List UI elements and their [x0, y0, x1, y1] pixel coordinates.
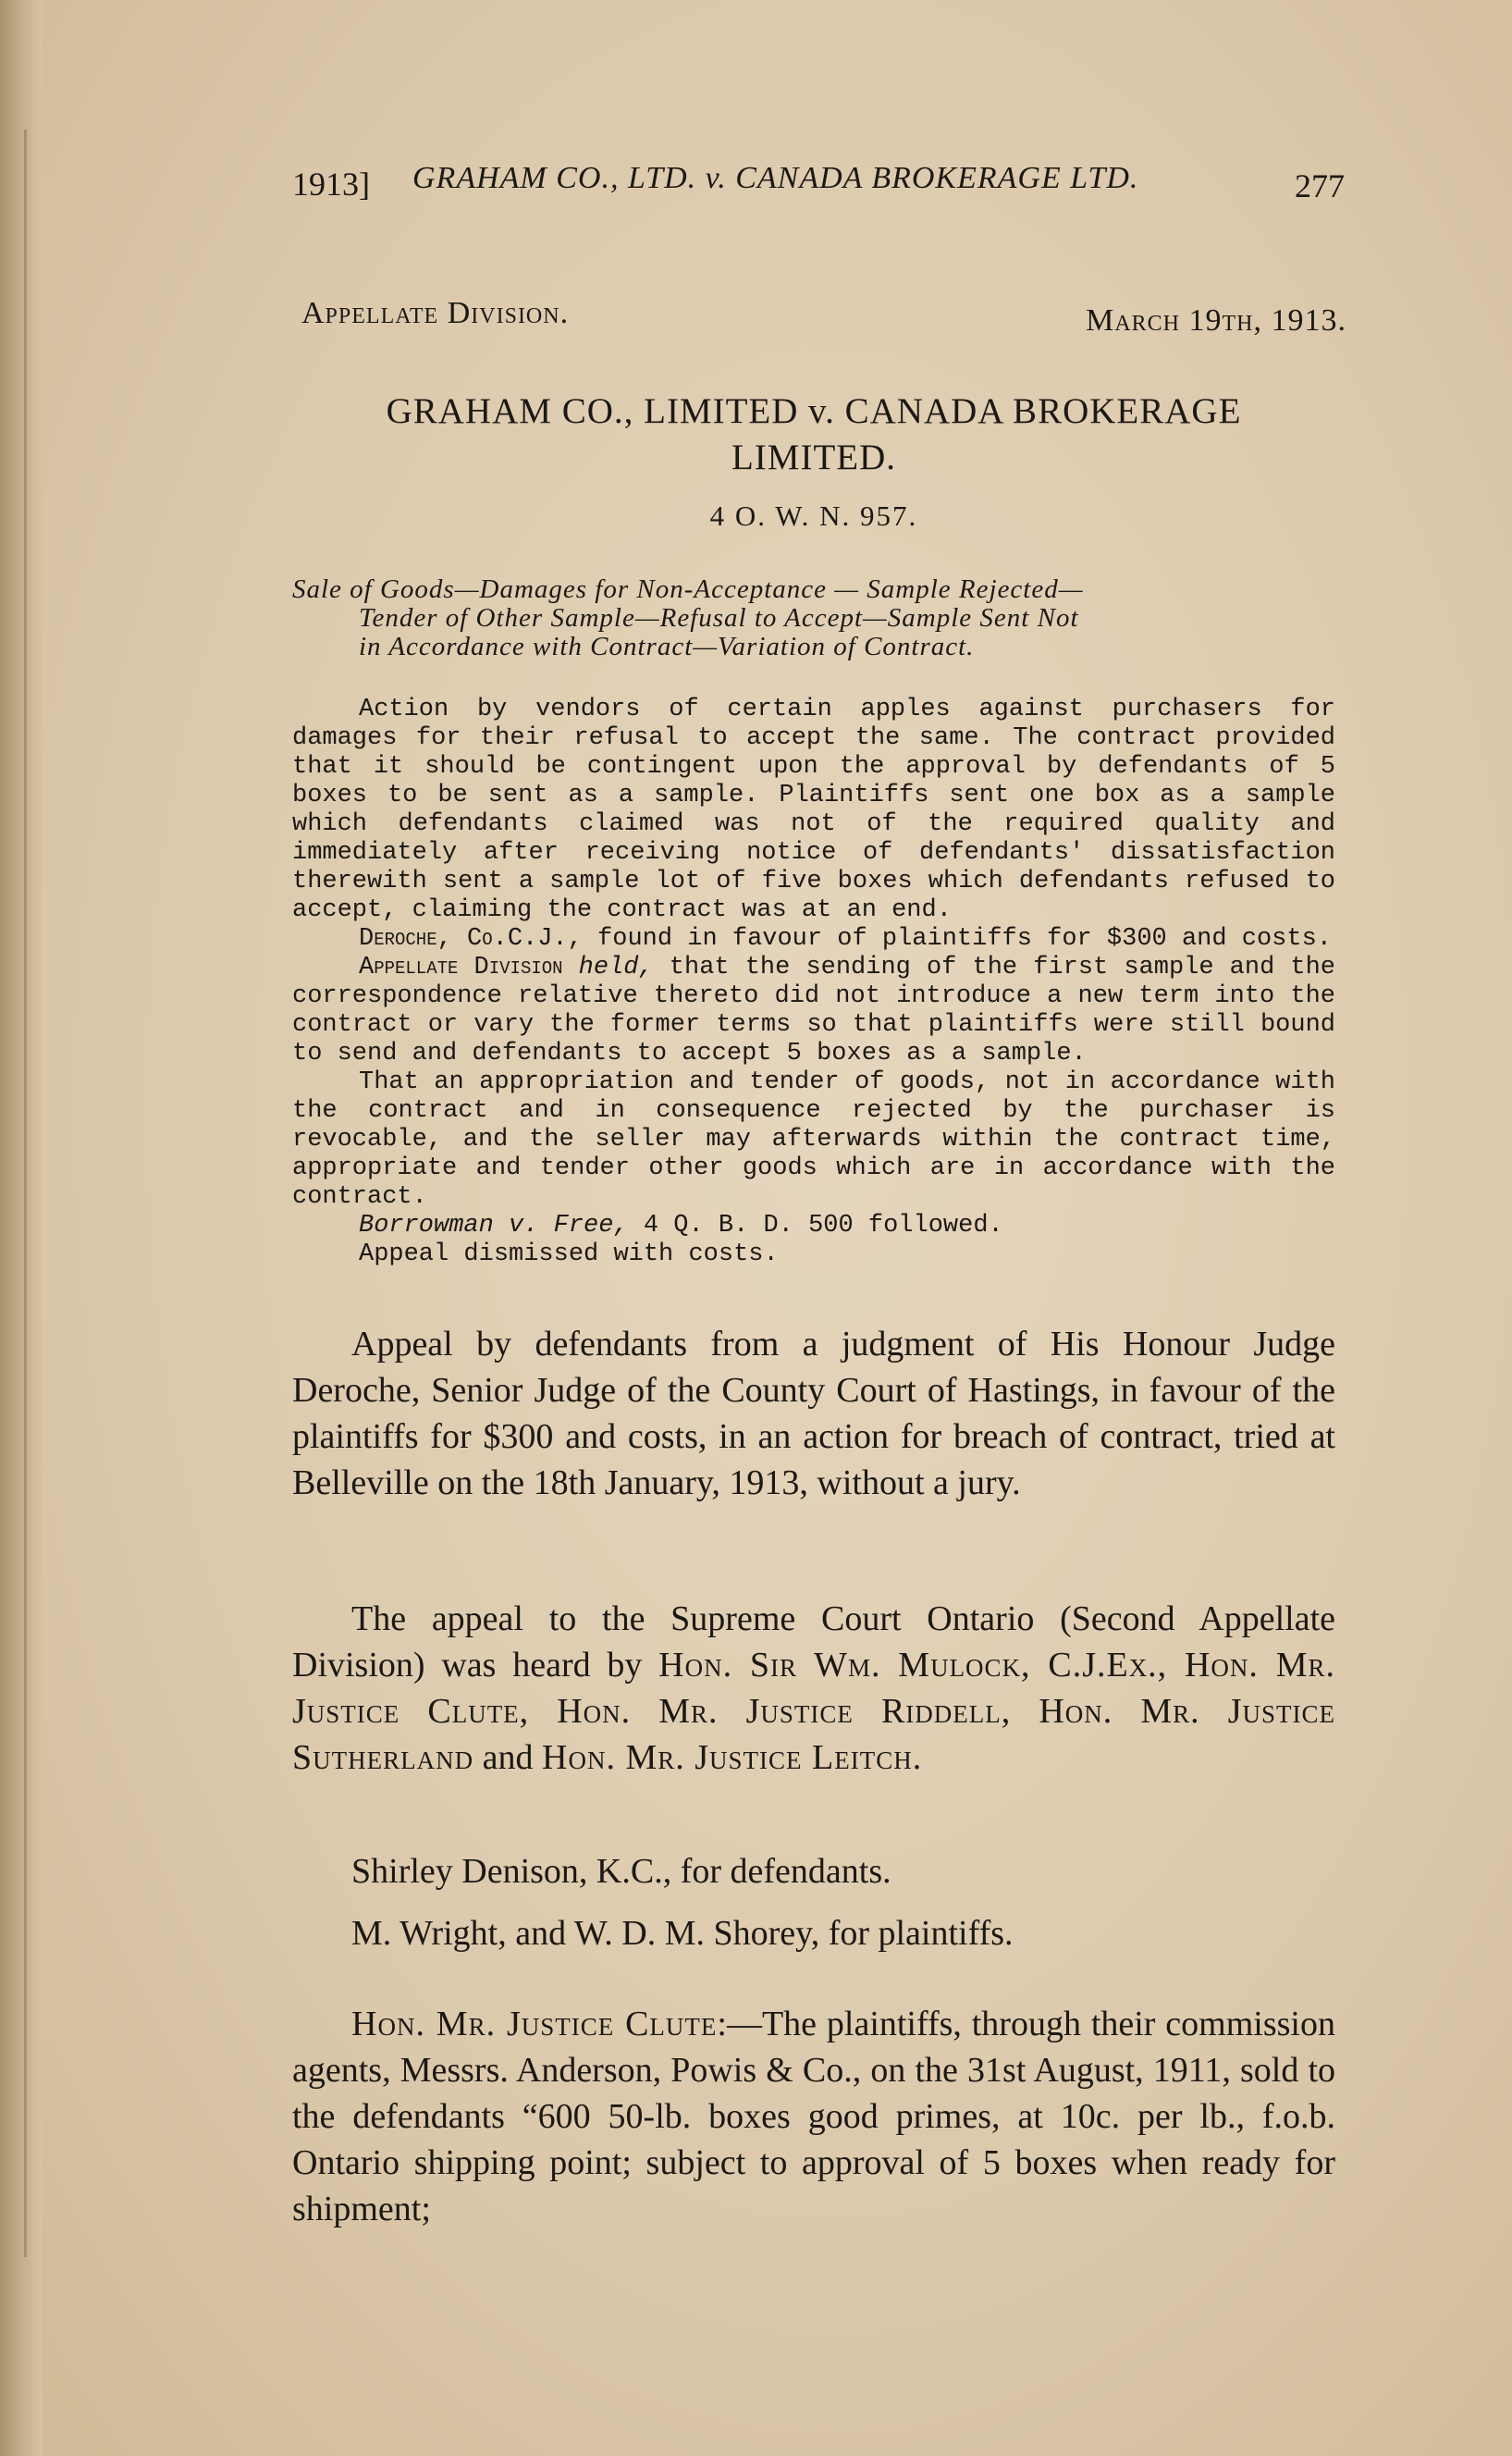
appellate-court-name: Appellate Division — [359, 954, 563, 981]
summary-paragraph-trial — [292, 925, 1335, 954]
bench-and: and — [473, 1738, 542, 1777]
court-division: Appellate Division. — [301, 296, 570, 330]
authority-citation: 4 Q. B. D. 500 followed. — [628, 1212, 1003, 1240]
counsel-defendants — [292, 1848, 1335, 1894]
headnote-line-2: Tender of Other Sample—Refusal to Accept—Sample Sent Not — [359, 603, 1079, 633]
headnote-line-1: Sale of Goods—Damages for Non-Acceptance — Sample Rejected— — [292, 574, 1084, 604]
counsel-plaintiffs-text: M. Wright, and W. D. M. Shorey, for plaintiffs. — [351, 1914, 1014, 1953]
body-paragraph-bench — [292, 1596, 1335, 1781]
summary-paragraph-held — [292, 954, 1335, 1068]
authority-case-name: Borrowman v. Free, — [359, 1212, 629, 1240]
page-number: 277 — [1295, 167, 1345, 204]
trial-result: found in favour of plaintiffs for $300 and costs. — [582, 925, 1332, 953]
judgment-opening: :—The plaintiffs, through their commission agents, Messrs. Anderson, Powis & Co., on the 31st August, 1911, sold to the defendants “600 50-lb. boxes good primes, at 10c. per lb., f.o.b. Ontario shipping point; subject to approval of 5 boxes when ready for shipment; — [292, 2005, 1335, 2228]
counsel-plaintiffs — [292, 1910, 1335, 1956]
judgment-judge-name: Hon. Mr. Justice Clute — [351, 2005, 718, 2043]
citation: 4 O. W. N. 957. — [709, 500, 918, 532]
running-head-title: GRAHAM CO., LTD. v. CANADA BROKERAGE LTD. — [412, 161, 1139, 195]
headnote-line-3: in Accordance with Contract—Variation of Contract. — [359, 632, 975, 661]
held-text: that the sending of the first sample and the correspondence relative thereto did not introduce a new term into the contract or vary the former terms so that plaintiffs were still bound to send and defendants to accept 5 boxes as a sample. — [292, 954, 1336, 1068]
binding-edge — [24, 130, 27, 2257]
body-paragraph-appeal — [292, 1321, 1335, 1506]
counsel-defendants-text: Shirley Denison, K.C., for defendants. — [351, 1852, 891, 1891]
trial-judge-name: Deroche, Co.C.J., — [359, 925, 583, 953]
bench-last-judge: Hon. Mr. Justice Leitch. — [542, 1738, 923, 1777]
running-head-year: 1913] — [292, 166, 370, 203]
summary-paragraph-facts: Action by vendors of certain apples against purchasers for damages for their refusal to accept the same. The contract provided that it should be contingent upon the approval by defendants of 5 boxes to be sent as a sample. Plaintiffs sent one box as a sample which defendants claimed was not of the required quality and immediately after receiving notice of defendants' dissatisfaction therewith sent a sample lot of five boxes which defendants refused to accept, claiming the contract was at an end. — [292, 696, 1335, 924]
summary-paragraph-appropriation: That an appropriation and tender of goods, not in accordance with the contract and in consequence rejected by the purchaser is revocable, and the seller may afterwards within the contract time, appropriate and tender other goods which are in accordance with the contract. — [292, 1068, 1335, 1211]
bench-judges: Hon. Sir Wm. Mulock, C.J.Ex., Hon. Mr. Justice Clute, Hon. Mr. Justice Riddell, Hon. Mr. Justice Sutherland — [292, 1646, 1335, 1777]
summary-paragraph-disposition: Appeal dismissed with costs. — [359, 1240, 779, 1268]
case-summary — [292, 696, 1335, 1269]
judgment-text — [292, 2001, 1335, 2232]
body-paragraph-judgment — [292, 2001, 1335, 2232]
appeal-text: Appeal by defendants from a judgment of His Honour Judge Deroche, Senior Judge of the County Court of Hastings, in favour of the plaintiffs for $300 and costs, in an action for breach of contract, tried at Belleville on the 18th January, 1913, without a jury. — [292, 1325, 1335, 1502]
held-word: held, — [578, 954, 654, 981]
case-title — [292, 389, 1335, 481]
bench-intro: The appeal to the Supreme Court Ontario (Second Appellate Division) was heard by — [292, 1599, 1335, 1685]
binding-gutter — [0, 0, 43, 2456]
headnote — [292, 575, 1335, 661]
bench-text — [292, 1596, 1335, 1781]
case-title-line-2: LIMITED. — [731, 438, 897, 477]
summary-paragraph-authority — [292, 1212, 1335, 1240]
decision-date: March 19th, 1913. — [1086, 303, 1346, 338]
case-title-line-1: GRAHAM CO., LIMITED v. CANADA BROKERAGE — [386, 391, 1242, 431]
